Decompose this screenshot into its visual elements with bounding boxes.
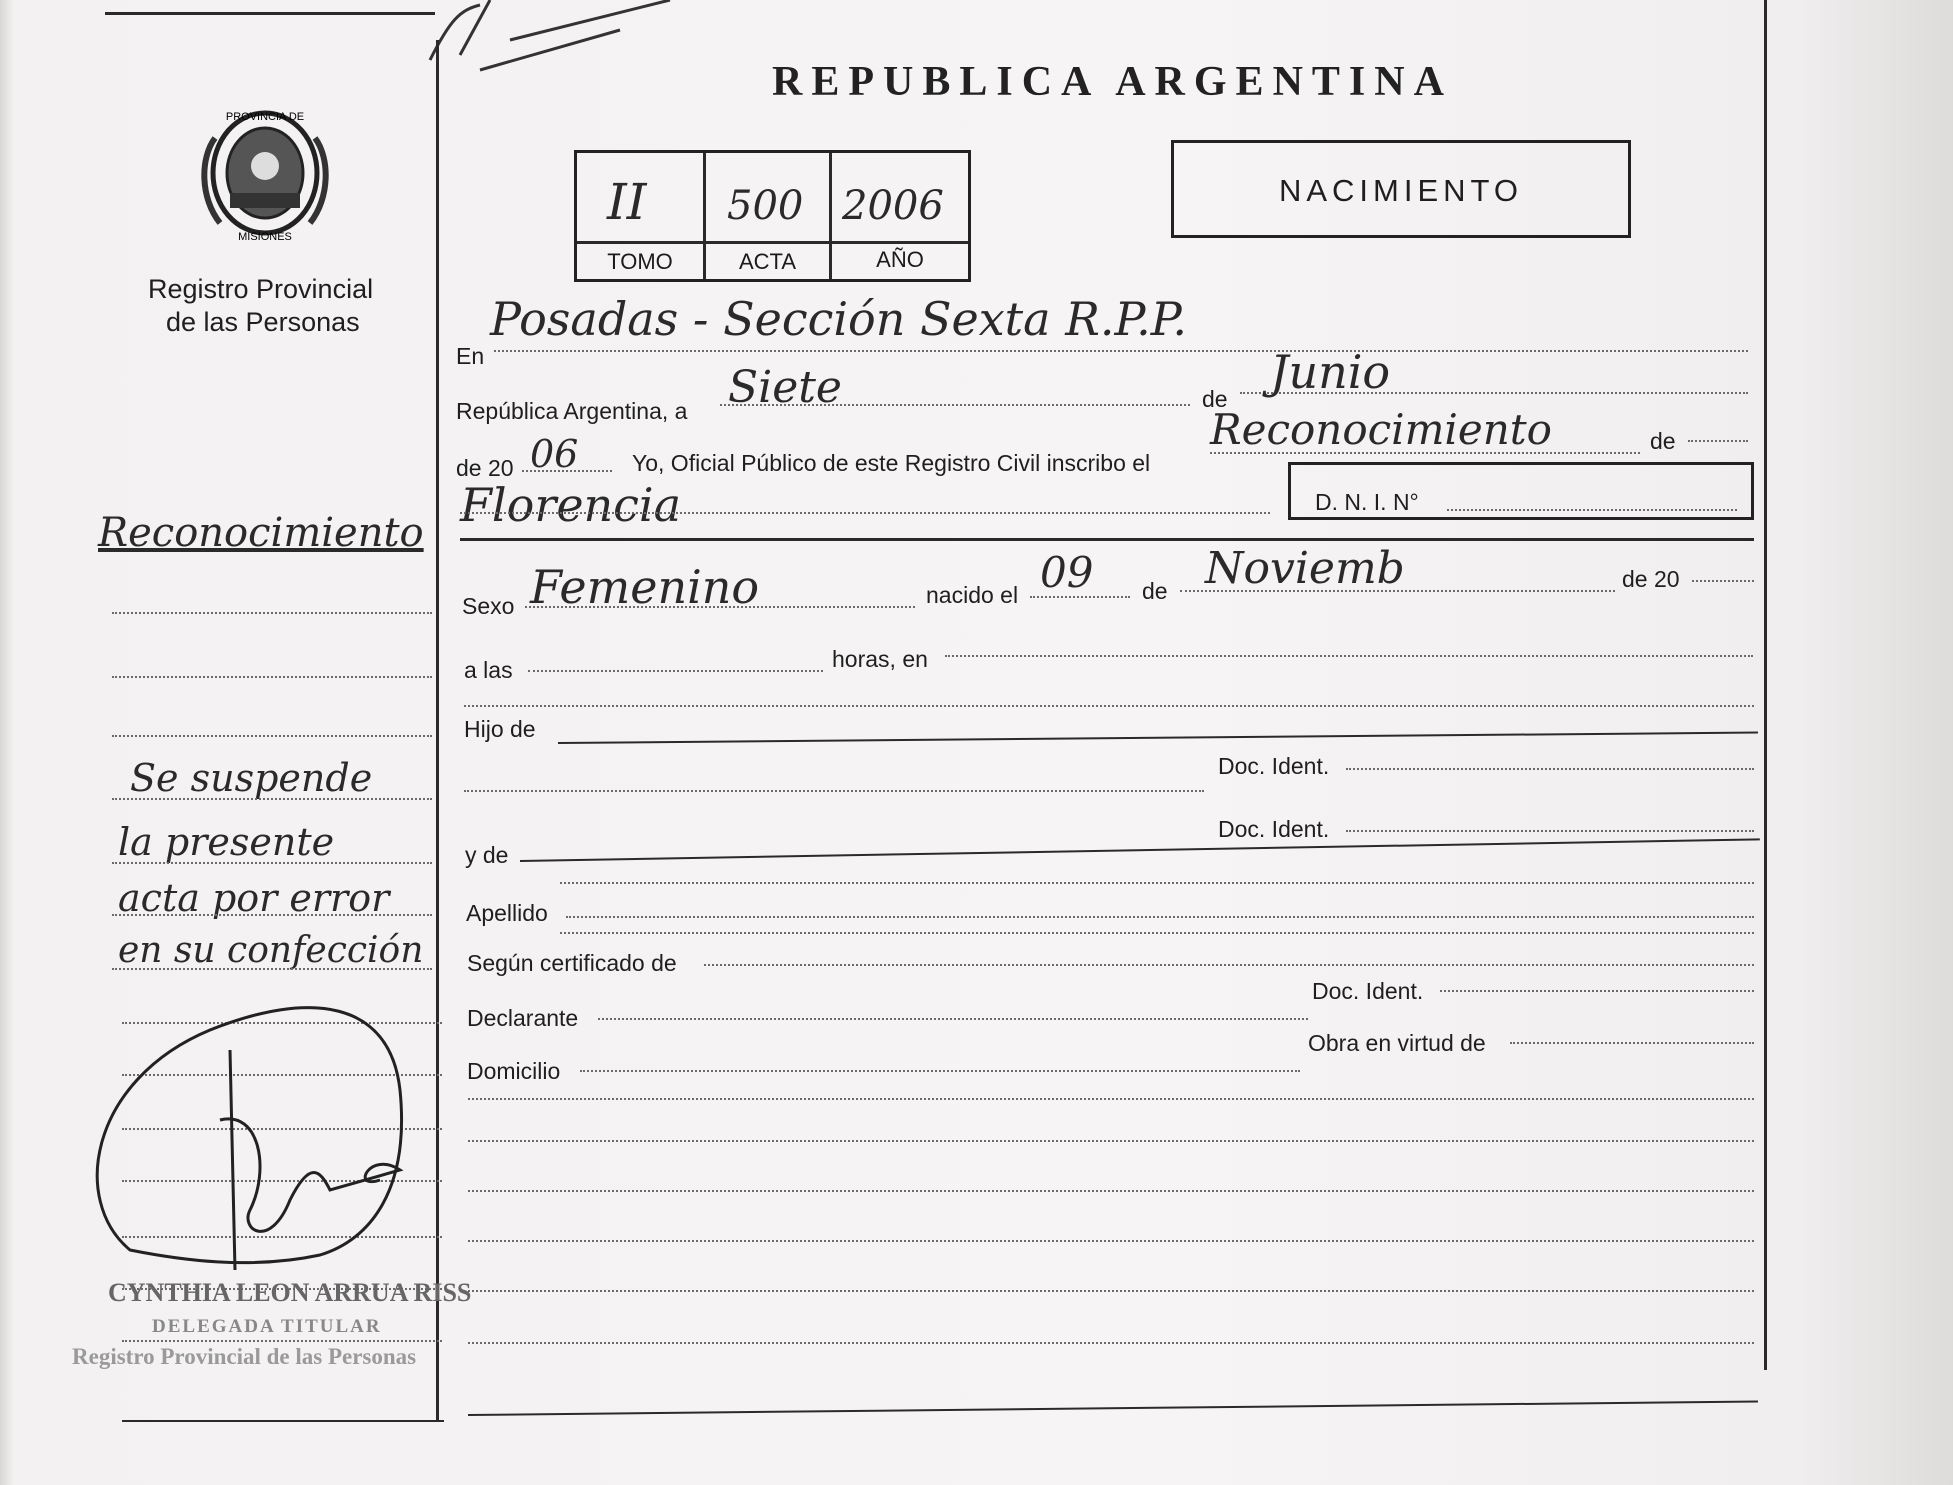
note-line-1: Se suspende (130, 756, 373, 800)
acta-value: 500 (727, 183, 804, 229)
sexo-value: Femenino (530, 560, 760, 614)
rule-left-bottom (122, 1420, 444, 1422)
dia-value: Siete (728, 362, 842, 413)
declarante-label: Declarante (467, 1005, 579, 1031)
top-left-rule (105, 12, 435, 15)
rule-yde (520, 838, 1760, 862)
seal-text-bottom: MISIONES (238, 231, 292, 243)
anio-prefix: de 20 (456, 455, 514, 481)
de20-label: de 20 (1622, 566, 1680, 592)
rule-hijo (558, 732, 1758, 744)
oficial-text: Yo, Oficial Público de este Registro Civil inscribo el (632, 450, 1151, 476)
hijo-label: Hijo de (464, 716, 536, 742)
record-type: NACIMIENTO (1278, 173, 1524, 208)
mes-value: Junio (1270, 345, 1391, 399)
stamp-name: CYNTHIA LEON ARRUA RISS (108, 1278, 472, 1307)
anio-value-form: 06 (530, 432, 579, 476)
republica-label: República Argentina, a (456, 398, 688, 424)
segun-label: Según certificado de (467, 950, 677, 976)
rule-1 (460, 538, 1754, 541)
en-value: Posadas - Sección Sexta R.P.P. (490, 292, 1187, 346)
province-seal-icon (195, 98, 335, 248)
dni-box (1288, 462, 1754, 520)
inscribo-value: Reconocimiento (1210, 405, 1552, 454)
anio-label: AÑO (876, 247, 924, 272)
tomo-label: TOMO (607, 249, 673, 274)
horas-label: horas, en (832, 646, 928, 672)
doc-ident-3: Doc. Ident. (1312, 978, 1424, 1004)
stamp-office: Registro Provincial de las Personas (72, 1344, 417, 1369)
domicilio-label: Domicilio (467, 1058, 561, 1084)
registry-name-line2: de las Personas (166, 307, 360, 337)
yde-label: y de (465, 842, 509, 868)
registry-name-line1: Registro Provincial (148, 274, 374, 304)
nacido-mes: Noviemb (1205, 543, 1405, 594)
right-border (1764, 0, 1767, 1370)
alas-label: a las (464, 657, 513, 683)
acta-label: ACTA (738, 249, 797, 274)
rule-bottom (468, 1400, 1758, 1416)
obra-label: Obra en virtud de (1308, 1030, 1486, 1056)
dni-label: D. N. I. N° (1315, 489, 1419, 515)
tomo-value: II (607, 173, 647, 231)
de-label-2: de (1650, 428, 1676, 454)
de-label-3: de (1142, 578, 1168, 604)
note-line-3: acta por error (118, 876, 390, 920)
stamp-role: DELEGADA TITULAR (152, 1316, 382, 1337)
apellido-label: Apellido (466, 900, 548, 926)
margin-title: Reconocimiento (98, 510, 424, 556)
nacido-dia: 09 (1040, 548, 1094, 597)
anio-value: 2006 (842, 183, 944, 229)
nacido-label: nacido el (926, 582, 1019, 608)
doc-ident-2: Doc. Ident. (1218, 816, 1330, 842)
nombre-value: Florencia (460, 478, 682, 532)
country-title: REPUBLICA ARGENTINA (772, 59, 1453, 105)
record-number-box (574, 150, 971, 282)
seal-text-top: PROVINCIA DE (225, 111, 305, 123)
record-type-box (1171, 140, 1631, 238)
note-line-2: la presente (118, 820, 335, 864)
en-label: En (456, 343, 485, 369)
handwritten-signature (70, 970, 450, 1290)
sexo-label: Sexo (462, 593, 515, 619)
note-line-4: en su confección (118, 930, 424, 971)
de-label-1: de (1202, 386, 1228, 412)
doc-ident-1: Doc. Ident. (1218, 753, 1330, 779)
